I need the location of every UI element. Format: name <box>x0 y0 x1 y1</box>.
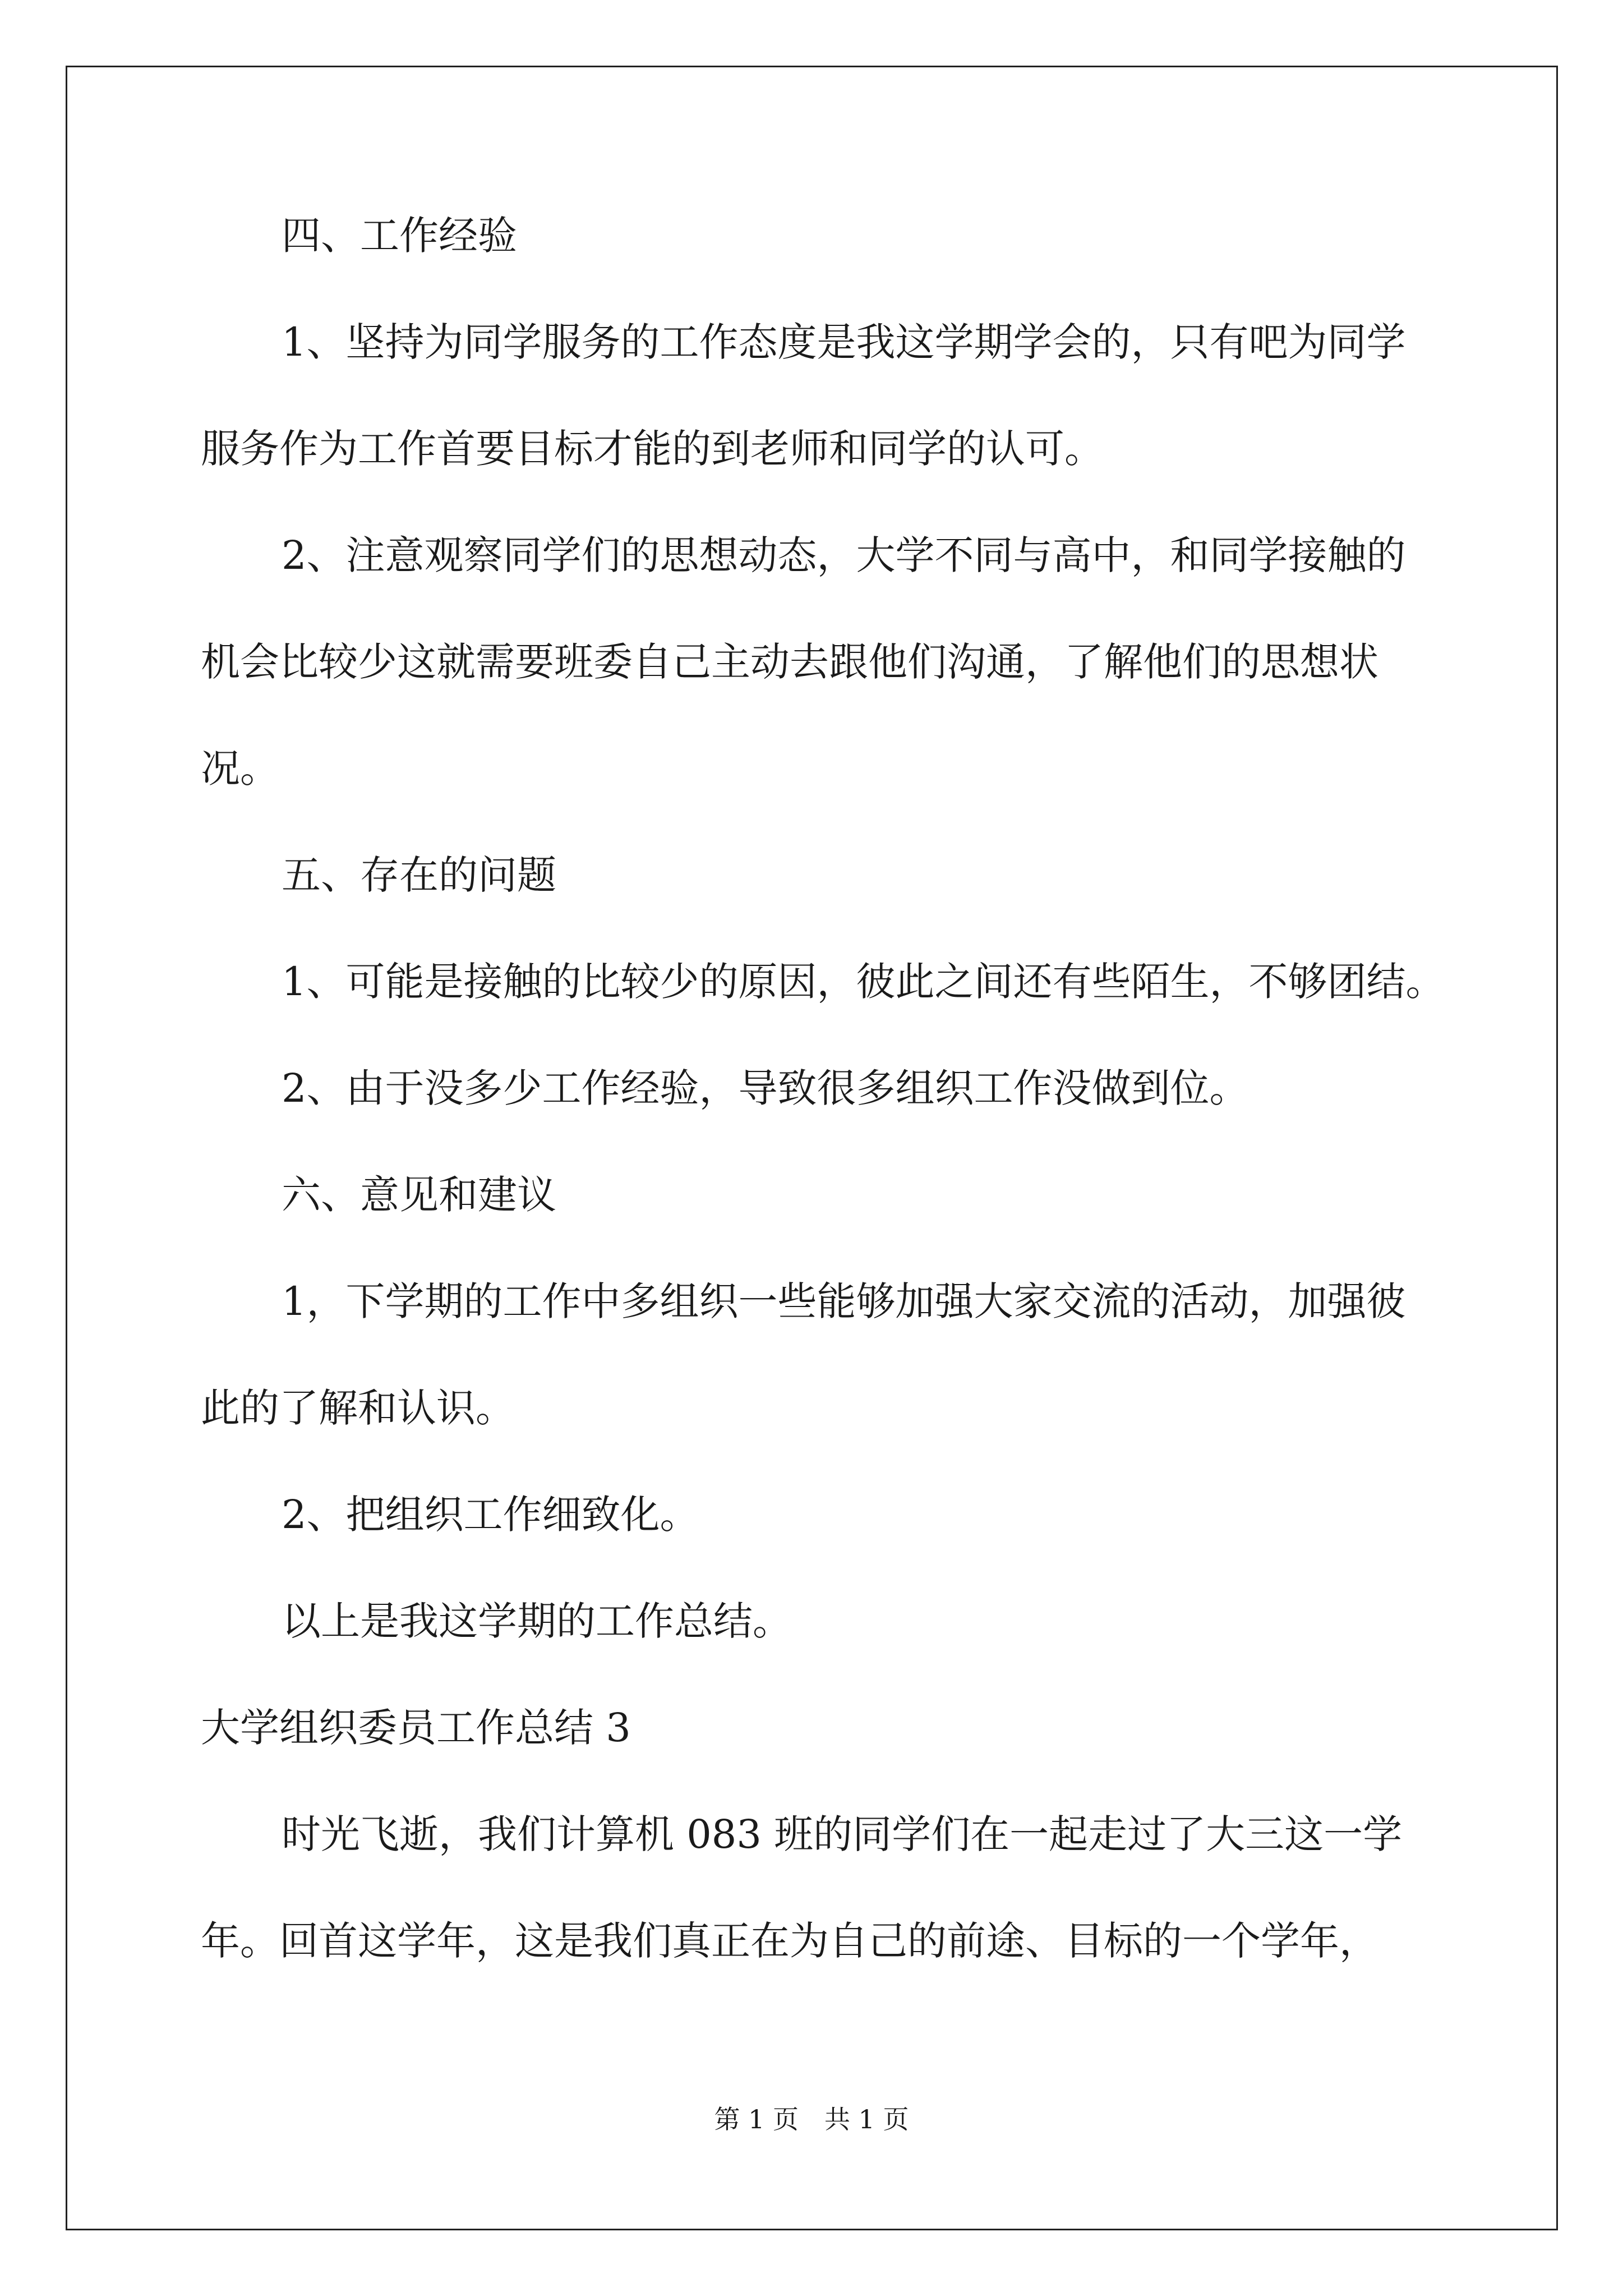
section-heading-work-experience: 四、工作经验 <box>282 213 517 259</box>
paragraph-line: 1，下学期的工作中多组织一些能够加强大家交流的活动，加强彼 <box>282 1278 1406 1324</box>
page-number-footer: 第 1 页 共 1 页 <box>714 2104 909 2134</box>
paragraph-line: 机会比较少这就需要班委自己主动去跟他们沟通，了解他们的思想状 <box>201 639 1378 685</box>
paragraph-line: 以上是我这学期的工作总结。 <box>282 1598 792 1644</box>
paragraph-line: 时光飞逝，我们计算机 083 班的同学们在一起走过了大三这一学 <box>282 1811 1403 1857</box>
section-heading-suggestions: 六、意见和建议 <box>282 1172 556 1218</box>
section-heading-problems: 五、存在的问题 <box>282 852 556 898</box>
paragraph-line: 此的了解和认识。 <box>201 1385 515 1431</box>
paragraph-line: 年。回首这学年，这是我们真正在为自己的前途、目标的一个学年， <box>201 1918 1378 1964</box>
page-border <box>66 66 1558 2230</box>
paragraph-line: 2、注意观察同学们的思想动态，大学不同与高中，和同学接触的 <box>282 532 1406 578</box>
paragraph-line: 1、坚持为同学服务的工作态度是我这学期学会的，只有吧为同学 <box>282 319 1406 365</box>
paragraph-line: 2、由于没多少工作经验，导致很多组织工作没做到位。 <box>282 1065 1249 1111</box>
document-title: 大学组织委员工作总结 3 <box>201 1705 631 1751</box>
paragraph-line: 1、可能是接触的比较少的原因，彼此之间还有些陌生，不够团结。 <box>282 959 1445 1005</box>
paragraph-line: 服务作为工作首要目标才能的到老师和同学的认可。 <box>201 426 1104 472</box>
paragraph-line: 2、把组织工作细致化。 <box>282 1492 699 1538</box>
paragraph-line: 况。 <box>201 746 279 792</box>
